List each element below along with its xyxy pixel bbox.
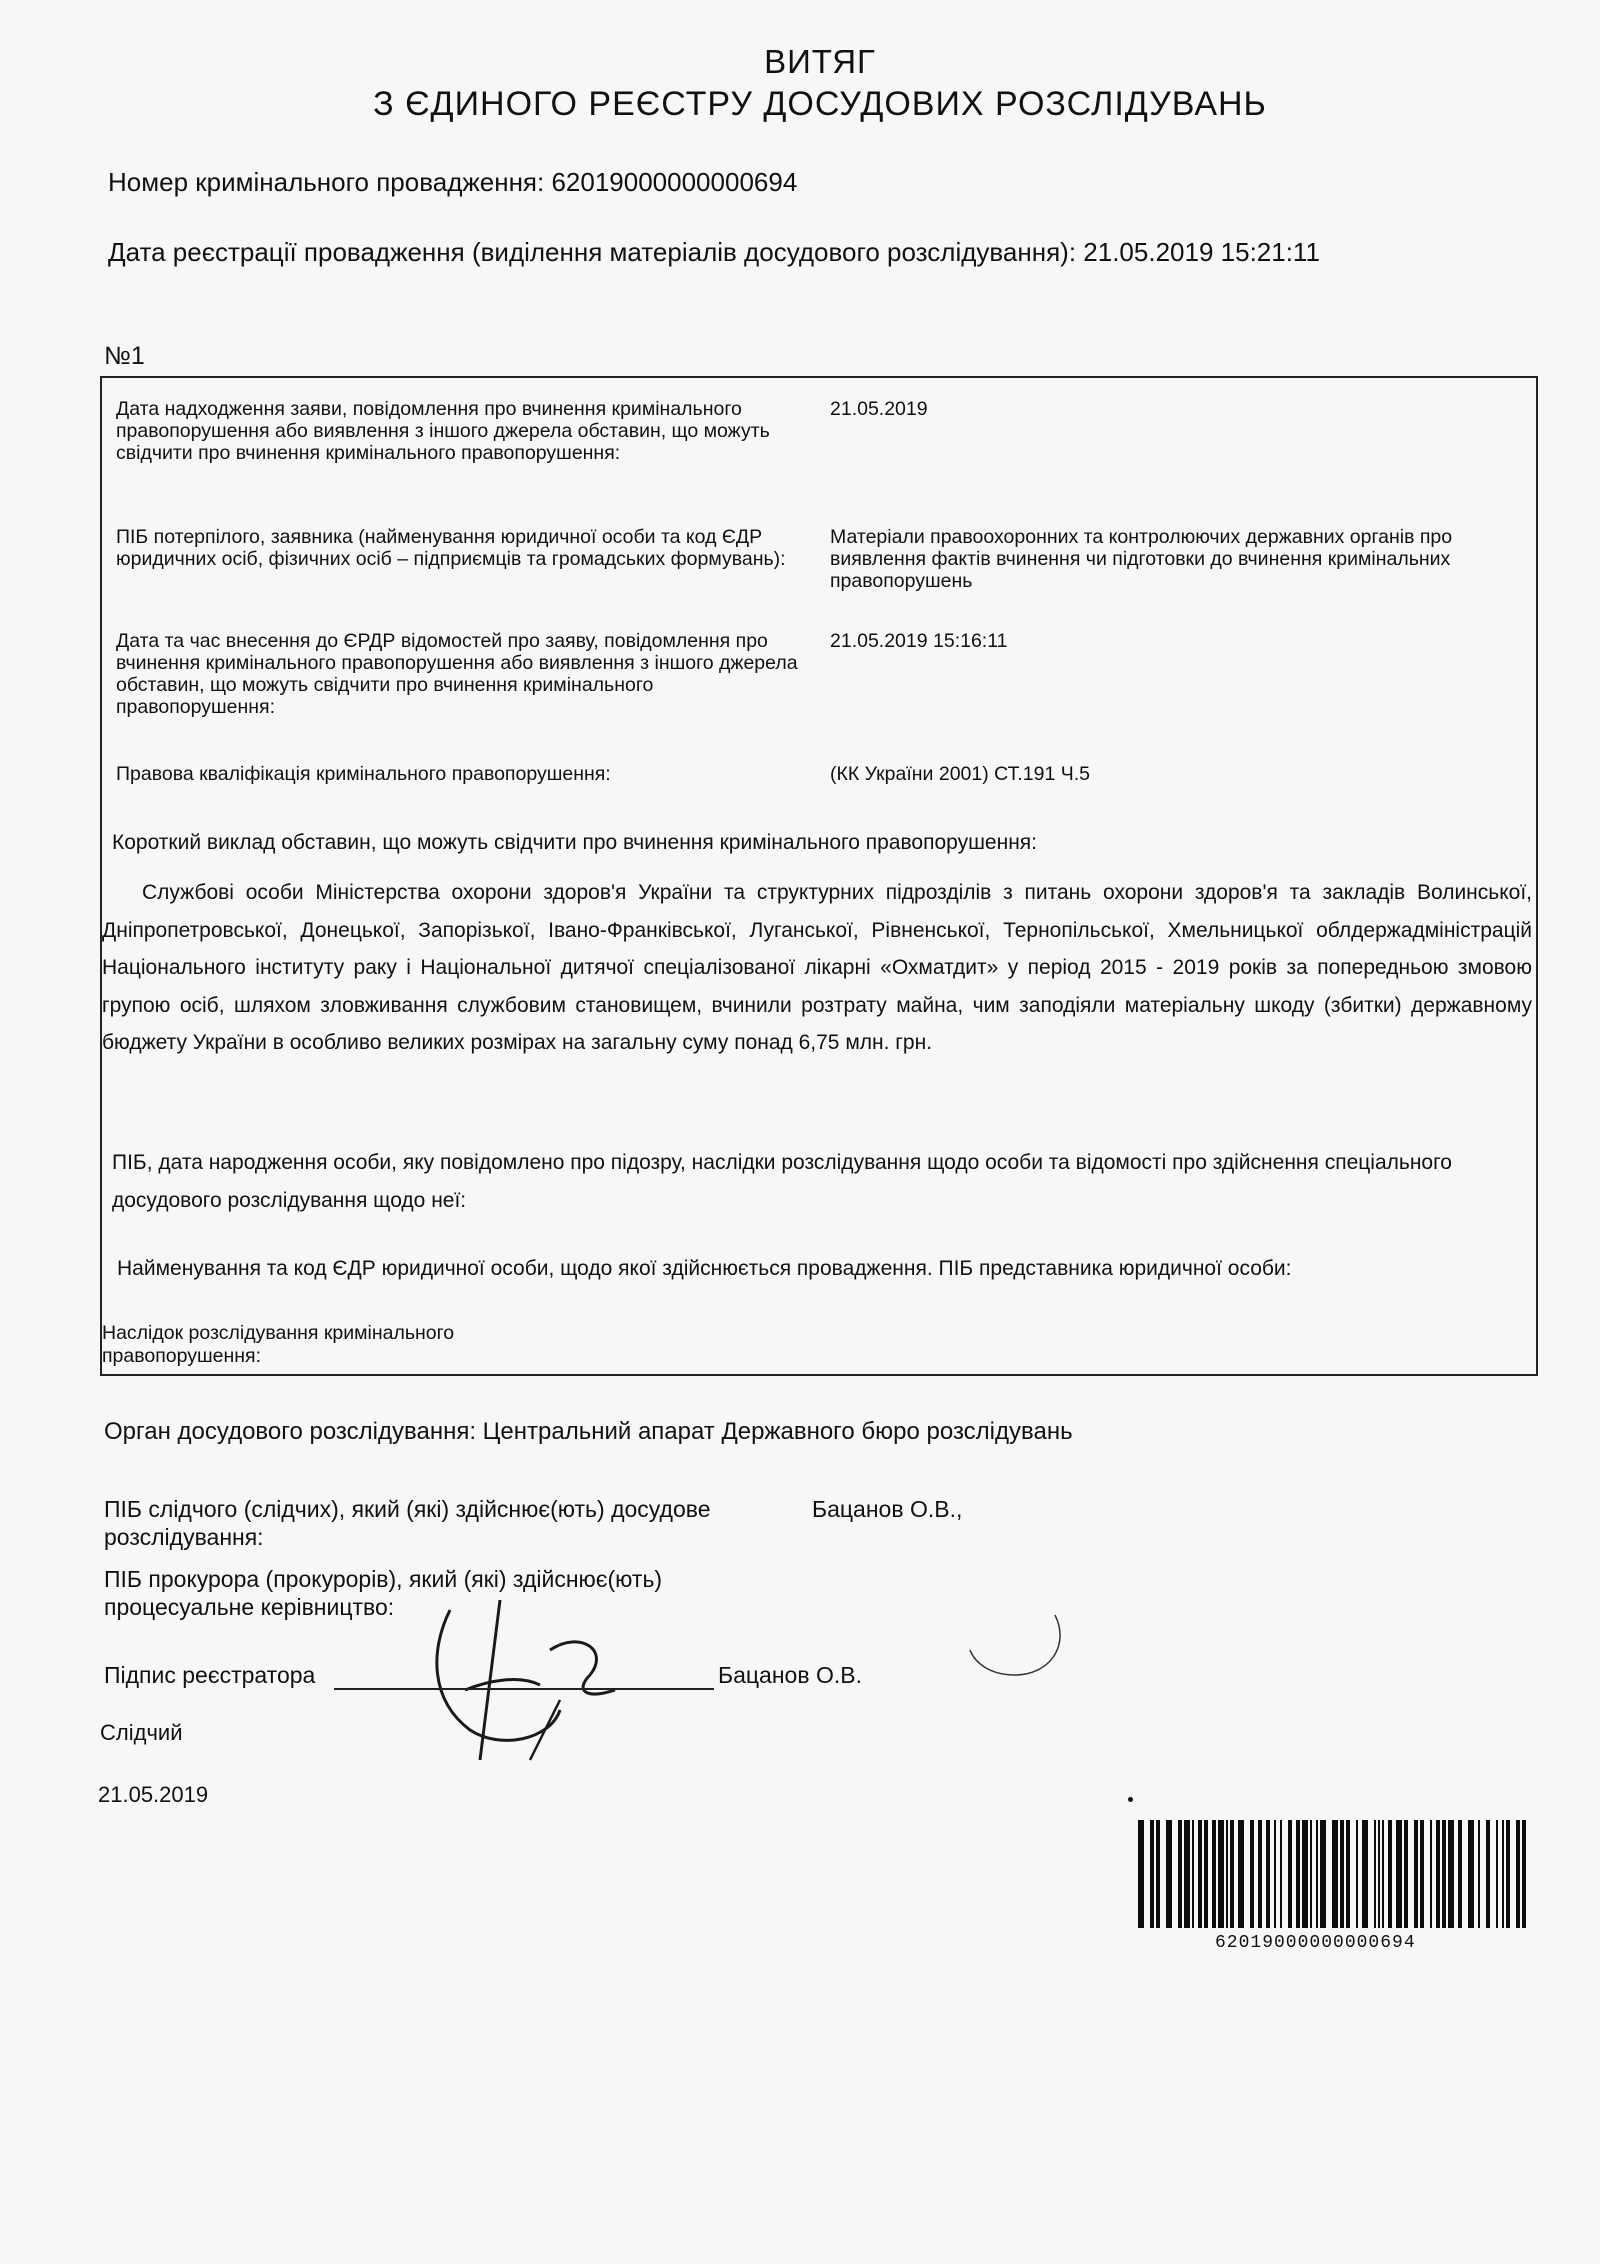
row-value-legal-qualification: (КК України 2001) СТ.191 Ч.5: [830, 763, 1090, 785]
signature-name: Бацанов О.В.: [718, 1662, 862, 1688]
row-label-victim: ПІБ потерпілого, заявника (найменування юридичної особи та код ЄДР юридичних осіб, фізичних осіб – підприємців та громадських формувань):: [116, 526, 786, 570]
record-number: №1: [104, 342, 145, 370]
barcode-bar: [1362, 1820, 1368, 1928]
barcode-bar: [1316, 1820, 1318, 1928]
barcode-bar: [1388, 1820, 1392, 1928]
document-date: 21.05.2019: [98, 1782, 209, 1807]
barcode-bar: [1420, 1820, 1424, 1928]
barcode-bar: [1414, 1820, 1418, 1928]
barcode-bar: [1258, 1820, 1262, 1928]
summary-heading: Короткий виклад обставин, що можуть свідчити про вчинення кримінального правопорушення:: [112, 831, 1038, 854]
barcode-bar: [1226, 1820, 1228, 1928]
document-title: ВИТЯГ: [764, 43, 876, 80]
barcode-bar: [1266, 1820, 1270, 1928]
ink-dot: [1128, 1797, 1133, 1802]
handwritten-signature: [410, 1590, 650, 1770]
barcode: [1138, 1820, 1526, 1940]
barcode-bar: [1430, 1820, 1432, 1928]
row-value-entry-datetime: 21.05.2019 15:16:11: [830, 630, 1008, 652]
prosecutor-label: ПІБ прокурора (прокурорів), який (які) здійснює(ють) процесуальне керівництво:: [104, 1566, 663, 1620]
barcode-bar: [1468, 1820, 1474, 1928]
investigator-name: Бацанов О.В.,: [812, 1496, 963, 1522]
row-value-victim: Матеріали правоохоронних та контролюючих державних органів про виявлення фактів вчинення чи підготовки до вчинення кримінальних правопорушень: [830, 526, 1453, 592]
barcode-bar: [1156, 1820, 1160, 1928]
barcode-bar: [1378, 1820, 1380, 1928]
barcode-bar: [1250, 1820, 1254, 1928]
row-value-receipt-date: 21.05.2019: [830, 398, 928, 420]
barcode-bar: [1218, 1820, 1224, 1928]
barcode-bar: [1356, 1820, 1358, 1928]
barcode-bar: [1320, 1820, 1326, 1928]
barcode-bar: [1516, 1820, 1520, 1928]
barcode-bar: [1150, 1820, 1154, 1928]
barcode-bar: [1296, 1820, 1300, 1928]
barcode-bar: [1198, 1820, 1202, 1928]
signature-line: [334, 1688, 714, 1690]
stamp-arc: [960, 1595, 1070, 1685]
barcode-bar: [1192, 1820, 1194, 1928]
barcode-bar: [1138, 1820, 1144, 1928]
suspect-heading: ПІБ, дата народження особи, яку повідомлено про підозру, наслідки розслідування щодо особи та відомості про здійснення спеціального досудового розслідування щодо неї:: [112, 1151, 1452, 1212]
barcode-bar: [1496, 1820, 1498, 1928]
signature-label: Підпис реєстратора: [104, 1662, 316, 1688]
barcode-bar: [1166, 1820, 1172, 1928]
barcode-bar: [1396, 1820, 1402, 1928]
row-label-legal-qualification: Правова кваліфікація кримінального правопорушення:: [116, 763, 611, 785]
barcode-bar: [1280, 1820, 1282, 1928]
barcode-bar: [1332, 1820, 1338, 1928]
registration-date: Дата реєстрації провадження (виділення матеріалів досудового розслідування): 21.05.2019 15:21:11: [108, 237, 1320, 267]
role-label: Слідчий: [100, 1720, 183, 1745]
barcode-bar: [1506, 1820, 1510, 1928]
barcode-bar: [1458, 1820, 1462, 1928]
barcode-bar: [1478, 1820, 1480, 1928]
investigation-organ: Орган досудового розслідування: Центральний апарат Державного бюро розслідувань: [104, 1418, 1073, 1445]
proceeding-number: Номер кримінального провадження: 62019000000000694: [108, 167, 798, 197]
barcode-number: 62019000000000694: [1215, 1933, 1416, 1953]
result-heading: Наслідок розслідування кримінального правопорушення:: [102, 1322, 455, 1367]
document-subtitle: З ЄДИНОГО РЕЄСТРУ ДОСУДОВИХ РОЗСЛІДУВАНЬ: [373, 85, 1267, 123]
barcode-bar: [1204, 1820, 1208, 1928]
barcode-bar: [1274, 1820, 1276, 1928]
legal-entity-heading: Найменування та код ЄДР юридичної особи, щодо якої здійснюється провадження. ПІБ представника юридичної особи:: [117, 1257, 1292, 1280]
barcode-bar: [1502, 1820, 1504, 1928]
barcode-bar: [1374, 1820, 1376, 1928]
investigator-label: ПІБ слідчого (слідчих), який (які) здійснює(ють) досудове розслідування:: [104, 1496, 711, 1550]
barcode-bar: [1522, 1820, 1526, 1928]
barcode-bar: [1340, 1820, 1344, 1928]
barcode-bar: [1238, 1820, 1244, 1928]
row-label-entry-datetime: Дата та час внесення до ЄРДР відомостей про заяву, повідомлення про вчинення кримінального правопорушення або виявлення з іншого джерела обставин, що можуть свідчити про вчинення кримінального правопорушення:: [116, 630, 798, 718]
barcode-bar: [1230, 1820, 1234, 1928]
barcode-bar: [1310, 1820, 1312, 1928]
barcode-bar: [1346, 1820, 1350, 1928]
barcode-bar: [1178, 1820, 1182, 1928]
barcode-bar: [1404, 1820, 1408, 1928]
barcode-bar: [1442, 1820, 1446, 1928]
barcode-bar: [1382, 1820, 1384, 1928]
barcode-bar: [1486, 1820, 1490, 1928]
barcode-bar: [1302, 1820, 1308, 1928]
row-label-receipt-date: Дата надходження заяви, повідомлення про вчинення кримінального правопорушення або виявлення з іншого джерела обставин, що можуть свідчити про вчинення кримінального правопорушення:: [116, 398, 770, 464]
barcode-bar: [1436, 1820, 1440, 1928]
record-box: [100, 376, 1538, 1376]
barcode-bar: [1184, 1820, 1190, 1928]
barcode-bar: [1212, 1820, 1216, 1928]
barcode-bar: [1288, 1820, 1292, 1928]
barcode-bar: [1448, 1820, 1454, 1928]
summary-text: Службові особи Міністерства охорони здоров'я України та структурних підрозділів з питань охорони здоров'я та закладів Волинської, Дніпропетровської, Донецької, Запорізької, Івано-Франківської, Луганської, Рівненської, Тернопільської, Хмельницької облдержадміністрацій Національного інституту раку і Національної дитячої спеціалізованої лікарні «Охматдит» у період 2015 - 2019 років за попередньою змовою групою осіб, шляхом зловживання службовим становищем, вчинили розтрату майна, чим заподіяли матеріальну шкоду (збитки) державному бюджету України в особливо великих розмірах на загальну суму понад 6,75 млн. грн.: [102, 881, 1532, 1054]
